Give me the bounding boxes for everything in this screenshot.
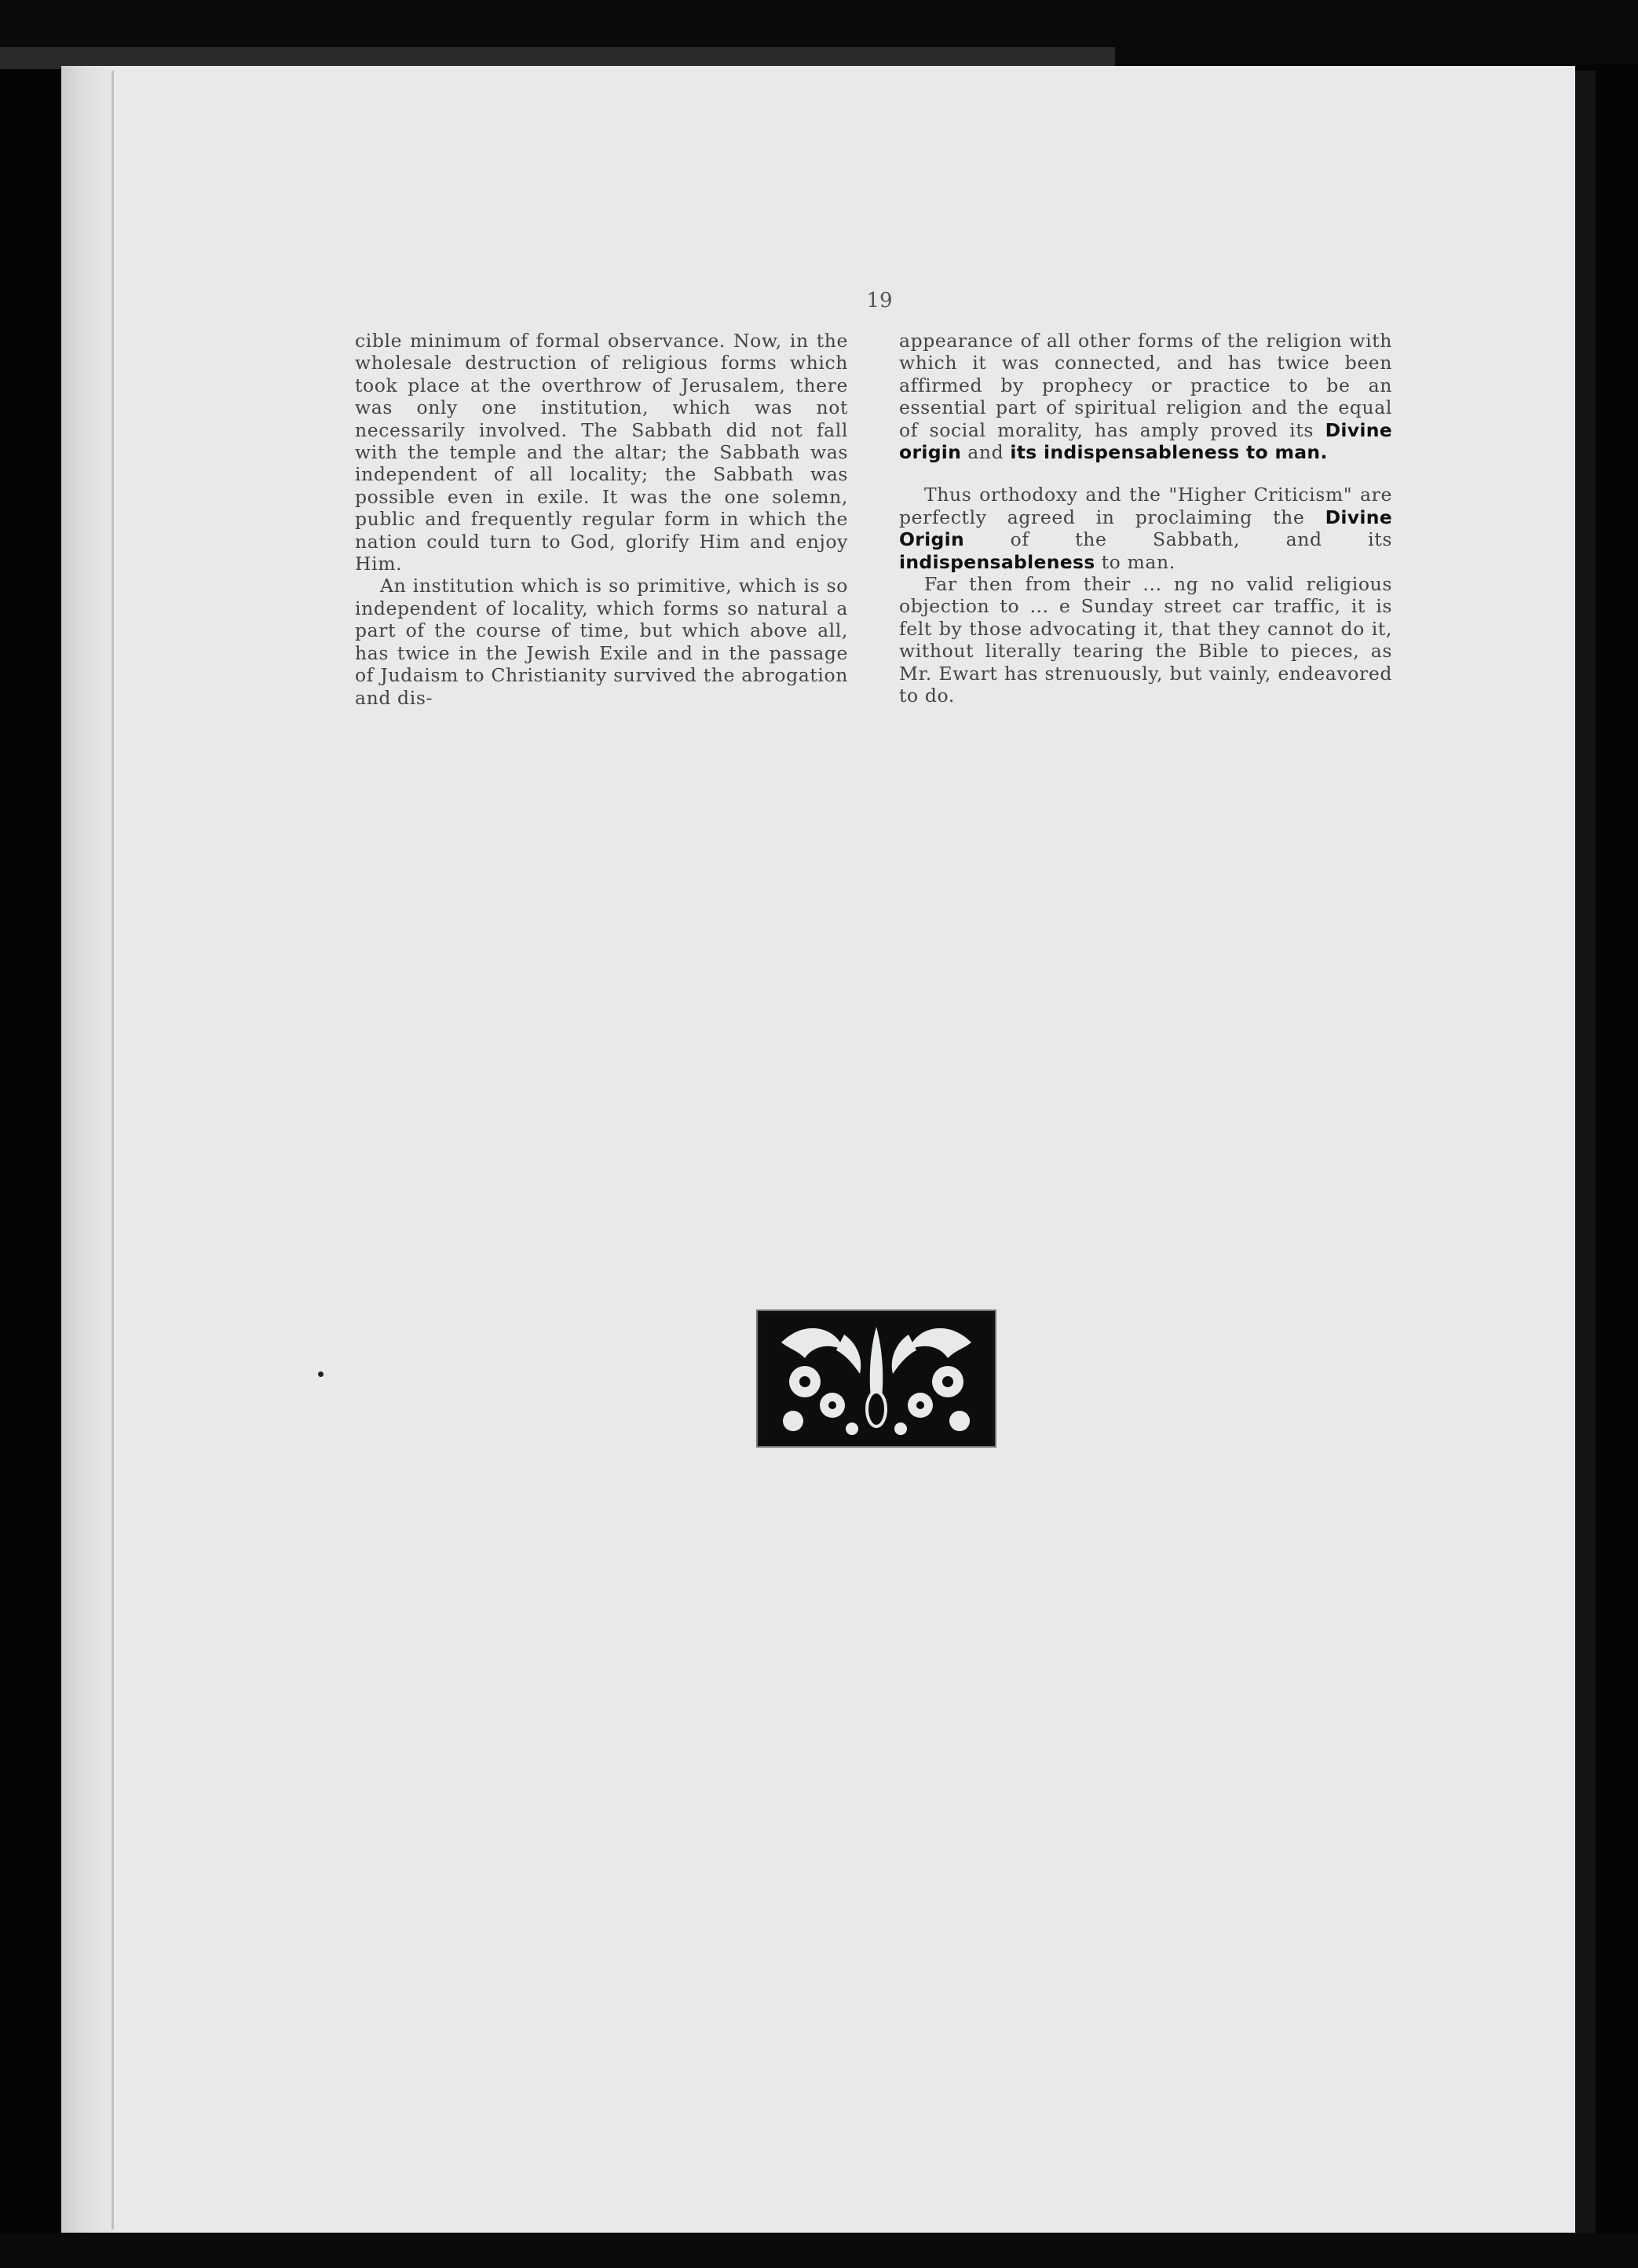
left-paragraph-2: An institution which is so primitive, which is so independent of locality, which forms so natural a part of the course of time, but which above all, has twice in the Jewish Exile and in the passage of Judaism to Christianity survived the abrogation and dis- [355,575,848,709]
scan-bottom-border [0,2233,1638,2268]
scan-right-edge [1575,71,1596,2237]
p1-text-b: and [961,441,1011,464]
gutter-line [112,71,114,2230]
left-text-column [355,330,848,709]
binding-shadow [61,66,116,2233]
right-paragraph-2 [899,484,1392,573]
p2-text-c: to man. [1095,550,1175,573]
highlight-divine-origin-2: Divine Origin [899,506,1392,551]
highlight-indispensableness: indispensableness [899,550,1095,573]
left-paragraph-1: cible minimum of formal observance. Now, in the wholesale destruction of religious forms which took place at the overthrow of Jerusalem, there was only one institution, which was not necessarily involved. The Sabbath did not fall with the temple and the altar; the Sabbath was independent of all locality; the Sabbath was possible even in exile. It was the one solemn, public and frequently regular form in which the nation could turn to God, glorify Him and enjoy Him. [355,330,848,575]
p2-text-a: Thus orthodoxy and the "Higher Criticism" are perfectly agreed in proclaiming the [899,484,1392,528]
right-paragraph-3: Far then from their ... ng no valid religious objection to ... e Sunday street car traffic, it is felt by those advocating it, that they cannot do it, without literally tearing the Bible to pieces, as Mr. Ewart has strenuously, but vainly, endeavored to do. [899,573,1392,707]
floral-vignette-icon [756,1309,996,1448]
highlight-divine-origin: Divine origin [899,418,1392,464]
p2-text-b: of the Sabbath, and its [964,528,1392,551]
scan-speck [318,1371,324,1377]
right-text-column [899,330,1392,707]
highlight-indispensableness-to-man: its indispensableness to man. [1010,441,1328,464]
right-paragraph-1 [899,330,1392,463]
p1-text-a: appearance of all other forms of the religion with which it was connected, and has twice been affirmed by prophecy or practice to be an essential part of spiritual religion and the equal of social morality, has amply proved its [899,330,1392,441]
page-number: 19 [866,289,893,312]
